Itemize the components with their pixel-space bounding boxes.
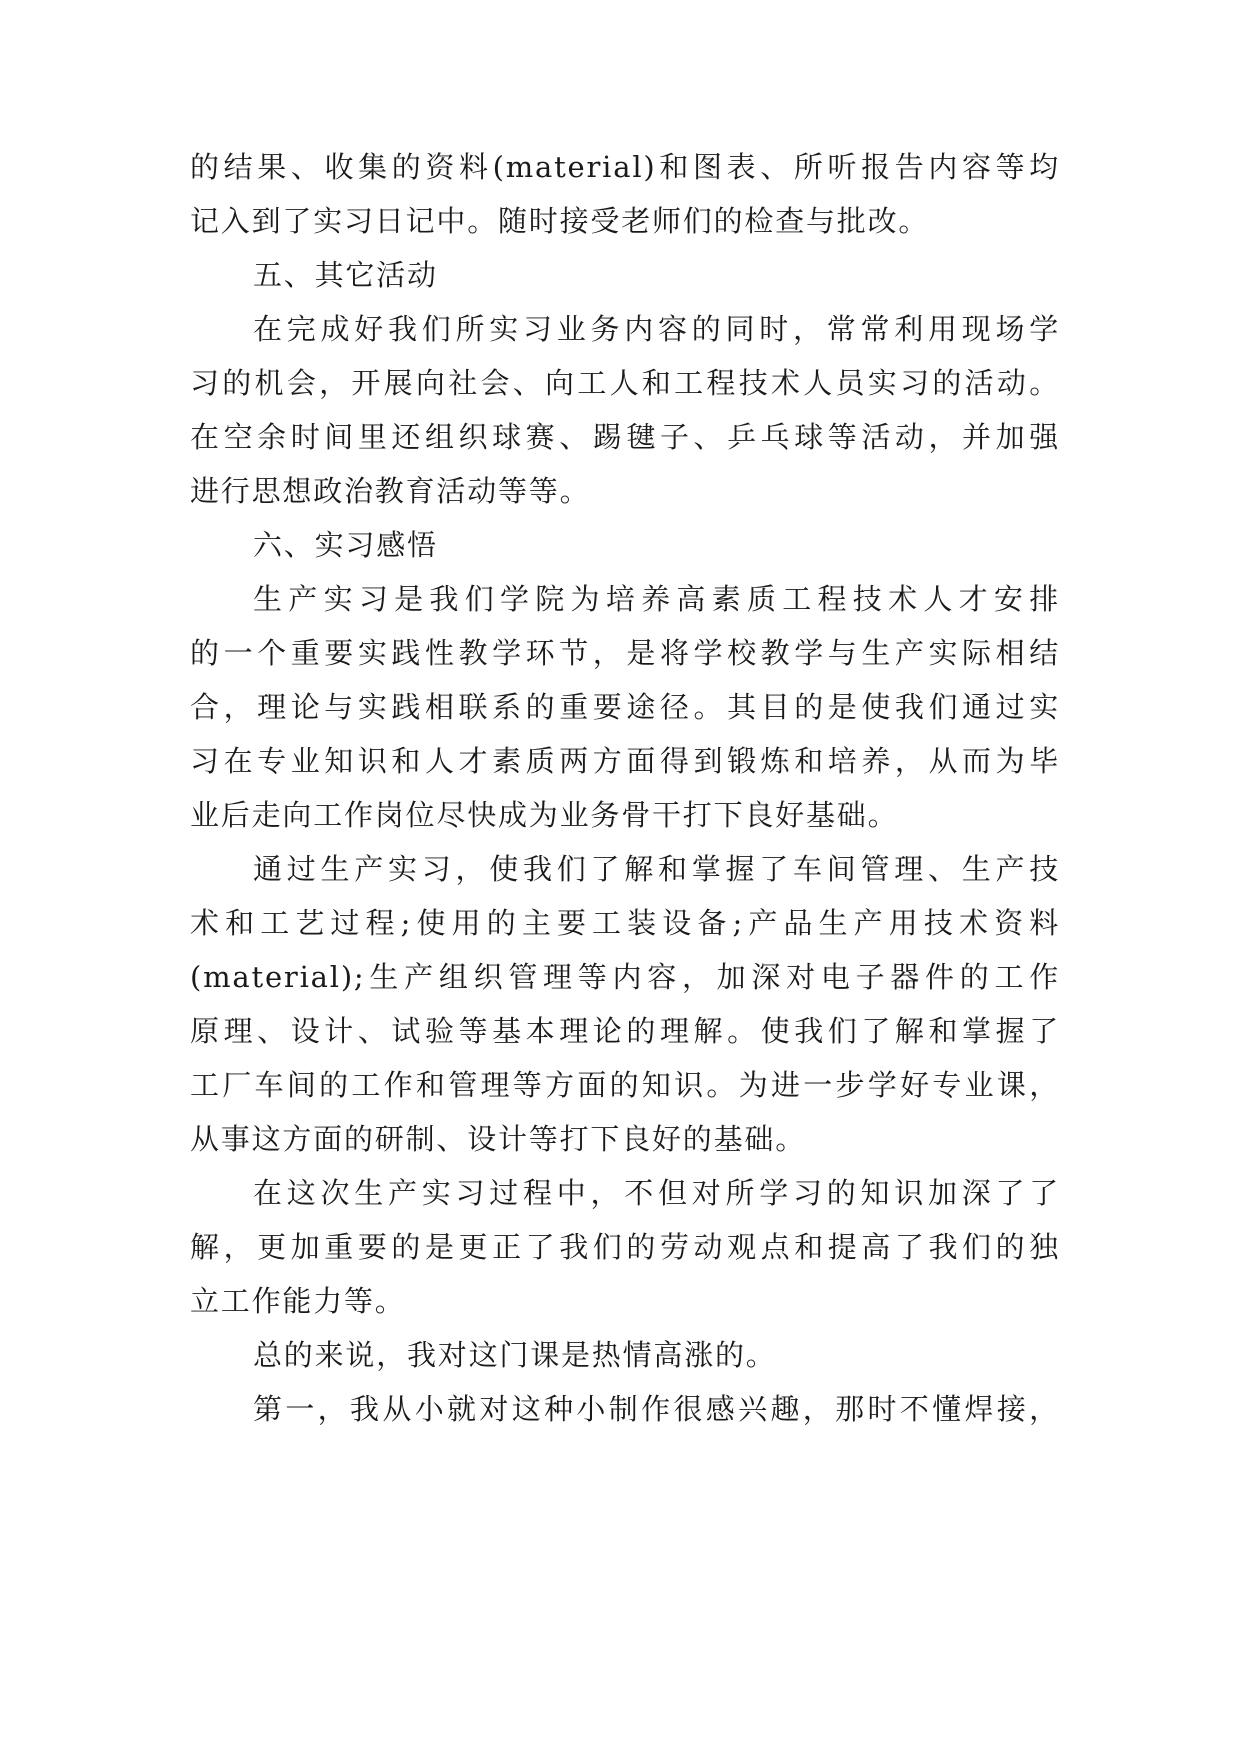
text-line: 立工作能力等。 [190,1284,406,1318]
text-line: 术和工艺过程;使用的主要工装设备;产品生产用技术资料 [190,906,1060,940]
text-line: 第一，我从小就对这种小制作很感兴趣，那时不懂焊接， [253,1392,1060,1426]
text-line: (material);生产组织管理等内容，加深对电子器件的工作 [190,960,1060,994]
text-line: 的结果、收集的资料(material)和图表、所听报告内容等均 [190,150,1060,184]
text-line: 在这次生产实习过程中，不但对所学习的知识加深了了 [253,1176,1060,1210]
text-line: 工厂车间的工作和管理等方面的知识。为进一步学好专业课， [190,1068,1060,1102]
text-line: 解，更加重要的是更正了我们的劳动观点和提高了我们的独 [190,1230,1060,1264]
text-line: 原理、设计、试验等基本理论的理解。使我们了解和掌握了 [190,1014,1060,1048]
section-heading: 六、实习感悟 [253,528,438,562]
text-line: 通过生产实习，使我们了解和掌握了车间管理、生产技 [253,852,1060,886]
text-line: 总的来说，我对这门课是热情高涨的。 [253,1338,777,1372]
text-line: 在完成好我们所实习业务内容的同时，常常利用现场学 [253,312,1060,346]
text-line: 从事这方面的研制、设计等打下良好的基础。 [190,1122,807,1156]
text-line: 在空余时间里还组织球赛、踢毽子、乒乓球等活动，并加强 [190,420,1060,454]
text-line: 习在专业知识和人才素质两方面得到锻炼和培养，从而为毕 [190,744,1060,778]
section-heading: 五、其它活动 [253,258,438,292]
text-line: 记入到了实习日记中。随时接受老师们的检查与批改。 [190,204,930,238]
text-line: 习的机会，开展向社会、向工人和工程技术人员实习的活动。 [190,366,1060,400]
text-line: 的一个重要实践性教学环节，是将学校教学与生产实际相结 [190,636,1060,670]
text-line: 生产实习是我们学院为培养高素质工程技术人才安排 [253,582,1060,616]
text-line: 进行思想政治教育活动等等。 [190,474,591,508]
text-line: 业后走向工作岗位尽快成为业务骨干打下良好基础。 [190,798,899,832]
text-line: 合，理论与实践相联系的重要途径。其目的是使我们通过实 [190,690,1060,724]
